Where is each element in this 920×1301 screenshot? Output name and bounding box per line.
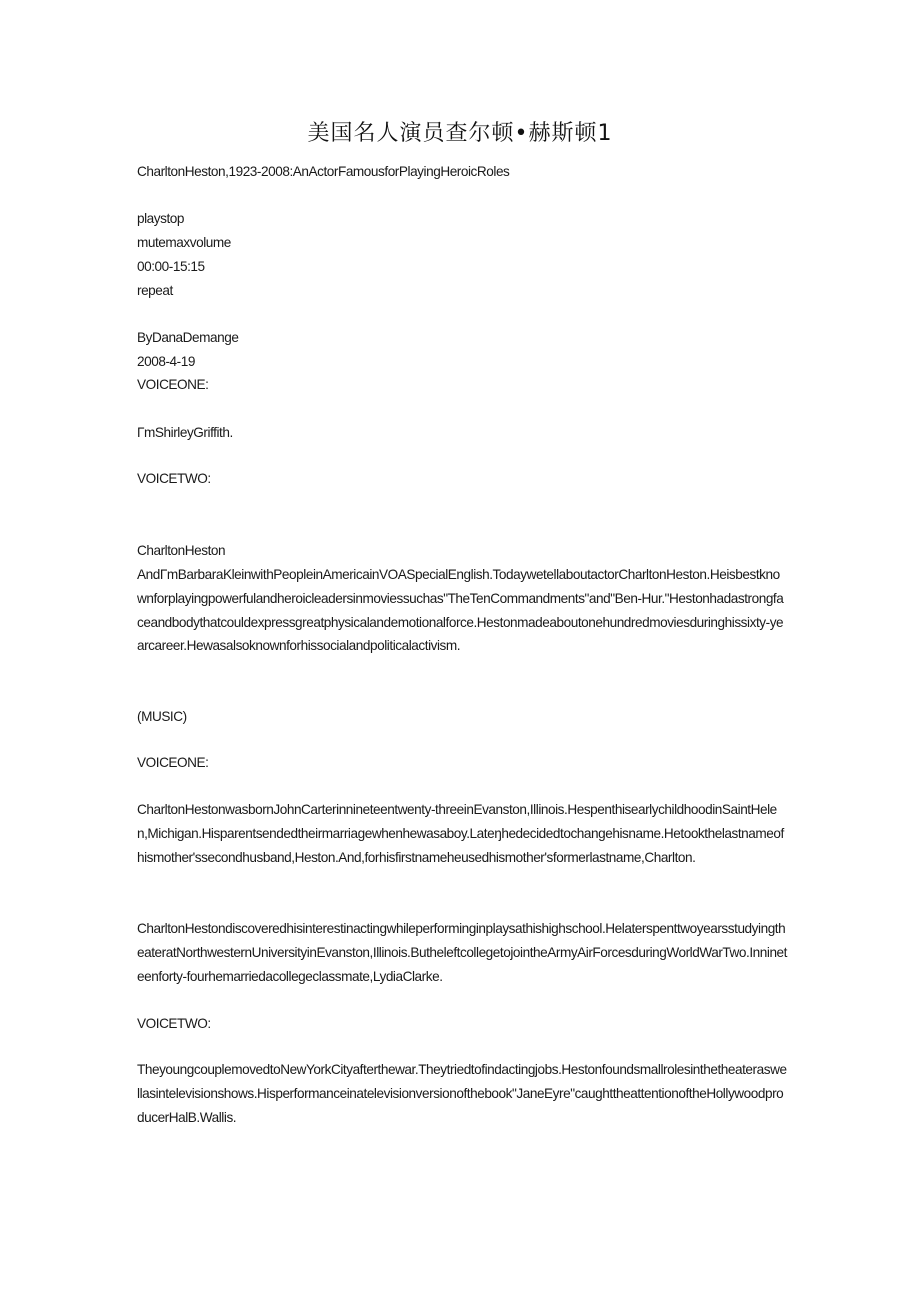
player-play-stop: playstop <box>137 211 185 226</box>
speaker-label: VOICETWO: <box>137 1016 211 1031</box>
player-repeat: repeat <box>137 283 173 298</box>
paragraph-intro: AndΓmBarbaraKleinwithPeopleinAmericainVOASpecialEnglish.TodaywetellaboutactorCharltonHeston.Heisbestknownforplayingpowerfulandheroicleadersinmoviessuchas"TheTenCommandments"and"Ben-Hur."Hestonhadastrongfaceandbodythatcouldexpressgreatphysicalandemotionalforce.Hestonmadeaboutonehundredmoviesduringhissixty-yearcareer.Hewasalsoknownforhissocialandpoliticalactivism. <box>137 567 784 654</box>
music-cue: (MUSIC) <box>137 709 187 724</box>
page-title: 美国名人演员查尔顿•赫斯顿1 <box>307 121 613 146</box>
paragraph-birth: CharltonHestonwasbornJohnCarterinnineteentwenty-threeinEvanston,Illinois.HespenthisearlychildhoodinSaintHelen,Michigan.Hisparentsendedtheirmarriagewhenhewasaboy.Lateŋhedecidedtochangehisname.Hetookthelastnameofhismother'ssecondhusband,Heston.And,forhisfirstnameheusedhismother'sformerlastname,Charlton. <box>137 802 784 865</box>
intro-line: ΓmShirleyGriffith. <box>137 425 233 440</box>
paragraph-new-york: TheyoungcouplemovedtoNewYorkCityafterthewar.Theytriedtofindactingjobs.Hestonfoundsmallrolesinthetheateraswellasintelevisionshows.Hisperformanceinatelevisionversionofthebook"JaneEyre"caughttheattentionoftheHollywoodproducerHalB.Wallis. <box>137 1062 787 1125</box>
player-time: 00:00-15:15 <box>137 259 205 274</box>
section-heading: CharltonHeston <box>137 543 226 558</box>
speaker-label: VOICEONE: <box>137 377 209 392</box>
paragraph-education: CharltonHestondiscoveredhisinterestinactingwhileperforminginplaysathishighschool.HelaterspenttwoyearsstudyingtheateratNorthwesternUniversityinEvanston,Illinois.ButheleftcollegetojointheArmyAirForcesduringWorldWarTwo.Innineteenforty-fourhemarriedacollegeclassmate,LydiaClarke. <box>137 921 787 984</box>
byline: ByDanaDemange <box>137 330 239 345</box>
speaker-label: VOICEONE: <box>137 755 209 770</box>
speaker-label: VOICETWO: <box>137 471 211 486</box>
player-mute-volume: mutemaxvolume <box>137 235 231 250</box>
date: 2008-4-19 <box>137 354 195 369</box>
subtitle: CharltonHeston,1923-2008:AnActorFamousforPlayingHeroicRoles <box>137 164 510 179</box>
